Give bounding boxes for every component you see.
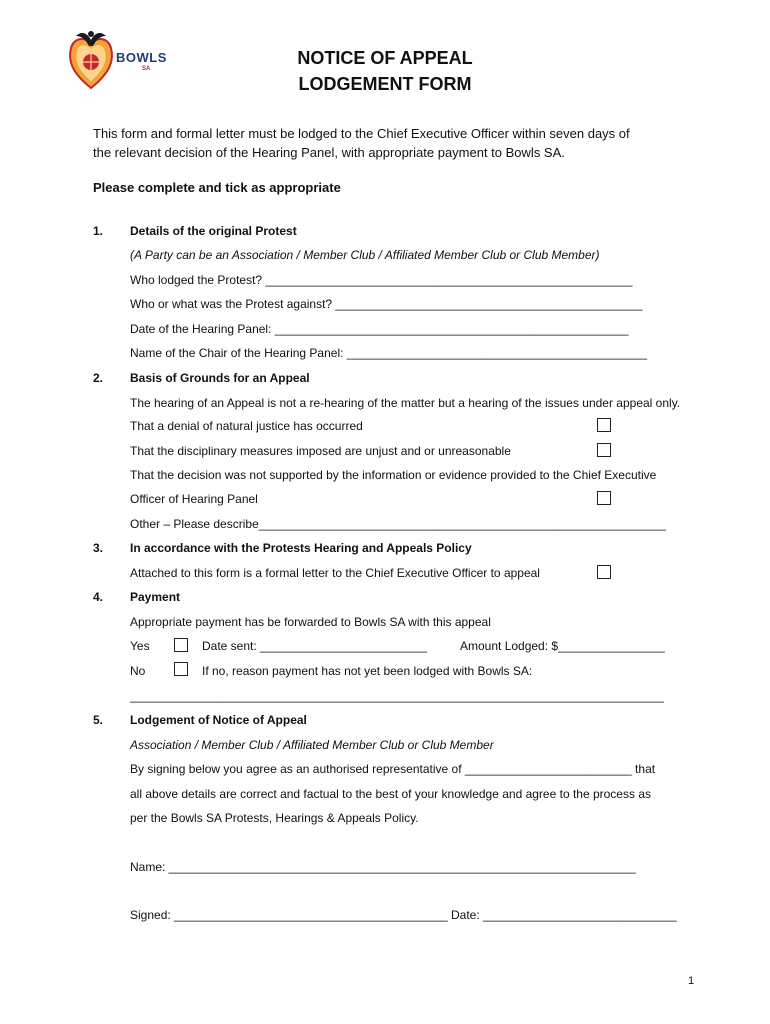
- protest-against-field[interactable]: Who or what was the Protest against? ______________________________________________: [130, 297, 643, 311]
- intro-line2: the relevant decision of the Hearing Panel, with appropriate payment to Bowls SA.: [93, 145, 565, 160]
- section5-heading: Lodgement of Notice of Appeal: [130, 713, 307, 727]
- option-unsupported-decision-label-line1: That the decision was not supported by the information or evidence provided to the Chief Executive: [130, 468, 657, 482]
- option-unjust-measures-label: That the disciplinary measures imposed are unjust and or unreasonable: [130, 444, 511, 458]
- hearing-date-field[interactable]: Date of the Hearing Panel: _____________________________________________________: [130, 322, 629, 336]
- agreement-text-line3: per the Bowls SA Protests, Hearings & Appeals Policy.: [130, 811, 419, 825]
- section2-note: The hearing of an Appeal is not a re-hearing of the matter but a hearing of the issues under appeal only.: [130, 396, 681, 410]
- logo-brand-text: BOWLS: [116, 50, 167, 65]
- option-unsupported-decision-label-line2: Officer of Hearing Panel: [130, 492, 258, 506]
- intro-line1: This form and formal letter must be lodged to the Chief Executive Officer within seven days of: [93, 126, 630, 141]
- payment-text: Appropriate payment has be forwarded to Bowls SA with this appeal: [130, 615, 491, 629]
- natural-justice-checkbox[interactable]: [597, 418, 611, 432]
- other-describe-field[interactable]: Other – Please describe_____________________________________________________________: [130, 517, 666, 531]
- section5-number: 5.: [93, 713, 104, 727]
- formal-letter-checkbox[interactable]: [597, 565, 611, 579]
- unsupported-decision-checkbox[interactable]: [597, 491, 611, 505]
- section1-note: (A Party can be an Association / Member Club / Affiliated Member Club or Club Member): [130, 248, 600, 262]
- logo-sub-text: SA: [142, 66, 151, 72]
- payment-no-label: No: [130, 664, 146, 678]
- payment-yes-checkbox[interactable]: [174, 638, 188, 652]
- section3-number: 3.: [93, 541, 104, 555]
- no-payment-reason-field[interactable]: ________________________________________________________________________________: [130, 689, 664, 703]
- payment-yes-label: Yes: [130, 639, 150, 653]
- form-title-line1: NOTICE OF APPEAL: [297, 48, 473, 68]
- section1-number: 1.: [93, 224, 104, 238]
- section4-heading: Payment: [130, 590, 181, 604]
- section3-heading: In accordance with the Protests Hearing and Appeals Policy: [130, 541, 472, 555]
- section5-note: Association / Member Club / Affiliated Member Club or Club Member: [130, 738, 494, 752]
- formal-letter-label: Attached to this form is a formal letter to the Chief Executive Officer to appeal: [130, 566, 540, 580]
- chair-name-field[interactable]: Name of the Chair of the Hearing Panel: _____________________________________________: [130, 346, 648, 360]
- name-field[interactable]: Name: ______________________________________________________________________: [130, 860, 636, 874]
- who-lodged-field[interactable]: Who lodged the Protest? _______________________________________________________: [130, 273, 633, 287]
- section2-number: 2.: [93, 371, 104, 385]
- section2-heading: Basis of Grounds for an Appeal: [130, 371, 310, 385]
- date-sent-field[interactable]: Date sent: _________________________: [202, 639, 427, 653]
- form-title-line2: LODGEMENT FORM: [298, 74, 472, 94]
- instruction-text: Please complete and tick as appropriate: [93, 180, 341, 195]
- signed-date-field[interactable]: Signed: _________________________________________ Date: _____________________________: [130, 908, 677, 922]
- representative-field[interactable]: By signing below you agree as an authorised representative of _________________________ that: [130, 762, 656, 776]
- section1-heading: Details of the original Protest: [130, 224, 297, 238]
- section4-number: 4.: [93, 590, 104, 604]
- agreement-text-line2: all above details are correct and factual to the best of your knowledge and agree to the process as: [130, 787, 651, 801]
- option-natural-justice-label: That a denial of natural justice has occurred: [130, 419, 363, 433]
- amount-lodged-field[interactable]: Amount Lodged: $________________: [460, 639, 665, 653]
- payment-no-checkbox[interactable]: [174, 662, 188, 676]
- page-number: 1: [688, 975, 695, 987]
- no-payment-reason-label: If no, reason payment has not yet been lodged with Bowls SA:: [202, 664, 533, 678]
- unjust-measures-checkbox[interactable]: [597, 443, 611, 457]
